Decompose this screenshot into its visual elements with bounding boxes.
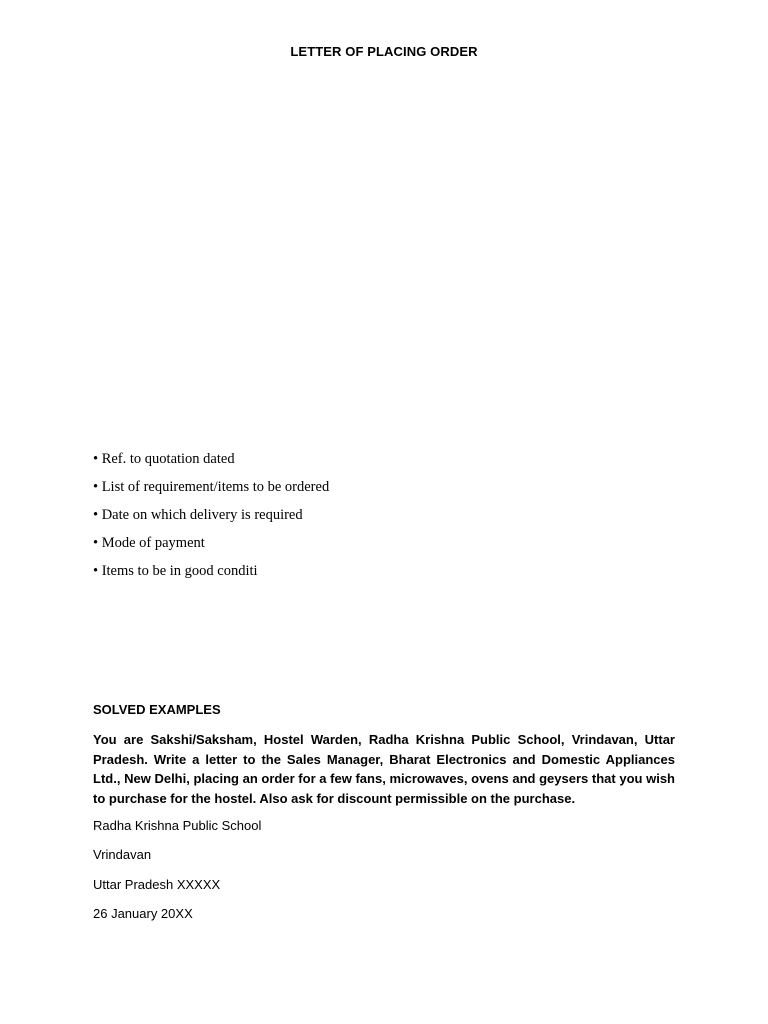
document-title: LETTER OF PLACING ORDER — [290, 44, 478, 59]
address-line: Uttar Pradesh XXXXX — [93, 876, 221, 892]
checklist-item: • Mode of payment — [93, 535, 205, 551]
section-heading: SOLVED EXAMPLES — [93, 702, 221, 717]
question-prompt: You are Sakshi/Saksham, Hostel Warden, Radha Krishna Public School, Vrindavan, Uttar Pradesh. Write a letter to the Sales Manager, Bharat Electronics and Domestic Appliances Ltd., New Delhi, placing an order for a few fans, microwaves, ovens and geysers that you wish to purchase for the hostel. Also ask for discount permissible on the purchase. — [93, 732, 675, 806]
checklist-item: • Items to be in good conditi — [93, 563, 258, 579]
address-line: Radha Krishna Public School — [93, 818, 262, 833]
checklist-item: • List of requirement/items to be ordered — [93, 479, 330, 495]
sender-address — [93, 816, 261, 933]
letter-date: 26 January 20XX — [93, 905, 193, 921]
checklist-item: • Ref. to quotation dated — [93, 451, 235, 467]
address-line: Vrindavan — [93, 847, 152, 863]
checklist-item: • Date on which delivery is required — [93, 507, 303, 523]
checklist — [93, 449, 329, 589]
